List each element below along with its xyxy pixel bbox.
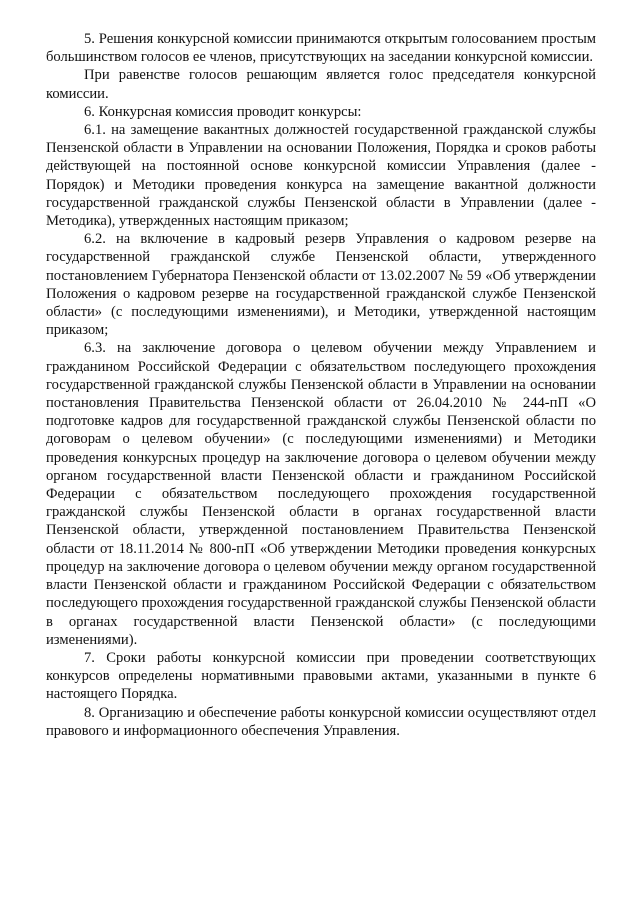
paragraph-tie-vote: При равенстве голосов решающим является голос председателя конкурсной комиссии. bbox=[46, 67, 596, 102]
paragraph-item-5: 5. Решения конкурсной комиссии принимаются открытым голосованием простым большинством голосов ее членов, присутствующих на заседании конкурсной комиссии. bbox=[46, 31, 596, 66]
document-page bbox=[46, 30, 596, 740]
paragraph-item-6-3: 6.3. на заключение договора о целевом обучении между Управлением и гражданином Российской Федерации с обязательством последующего прохождения государственной гражданской службы Пензенской области в Управлении на основании постановления Правительства Пензенской области от 26.04.2010 № 244-пП «О подготовке кадров для государственной гражданской службы Пензенской области по договорам о целевом обучении» (с последующими изменениями) и Методики проведения конкурсных процедур на заключение договора о целевом обучении между органом государственной власти Пензенской области и гражданином Российской Федерации с обязательством последующего прохождения государственной гражданской службы Пензенской области в органах государственной власти Пензенской области, утвержденной постановлением Правительства Пензенской области от 18.11.2014 № 800-пП «Об утверждении Методики проведения конкурсных процедур на заключение договора о целевом обучении между органом государственной власти Пензенской области и гражданином Российской Федерации с обязательством последующего прохождения государственной гражданской службы Пензенской области в органах государственной власти Пензенской области» (с последующими изменениями). bbox=[46, 340, 596, 648]
paragraph-item-6-2: 6.2. на включение в кадровый резерв Управления о кадровом резерве на государственной гражданской службе Пензенской области, утвержденного постановлением Губернатора Пензенской области от 13.02.2007 № 59 «Об утверждении Положения о кадровом резерве на государственной гражданской службе Пензенской области» (с последующими изменениями), и Методики, утвержденной настоящим приказом; bbox=[46, 231, 596, 339]
paragraph-item-8: 8. Организацию и обеспечение работы конкурсной комиссии осуществляют отдел правового и информационного обеспечения Управления. bbox=[46, 704, 596, 739]
paragraph-item-6: 6. Конкурсная комиссия проводит конкурсы: bbox=[84, 103, 362, 120]
paragraph-item-6-1: 6.1. на замещение вакантных должностей государственной гражданской службы Пензенской области в Управлении на основании Положения, Порядка и сроков работы действующей на постоянной основе конкурсной комиссии Управления (далее - Порядок) и Методики проведения конкурса на замещение вакантной должности государственной гражданской службы Пензенской области в Управлении (далее - Методика), утвержденных настоящим приказом; bbox=[46, 122, 596, 230]
paragraph-item-7: 7. Сроки работы конкурсной комиссии при проведении соответствующих конкурсов определены нормативными правовыми актами, указанными в пункте 6 настоящего Порядка. bbox=[46, 649, 596, 703]
